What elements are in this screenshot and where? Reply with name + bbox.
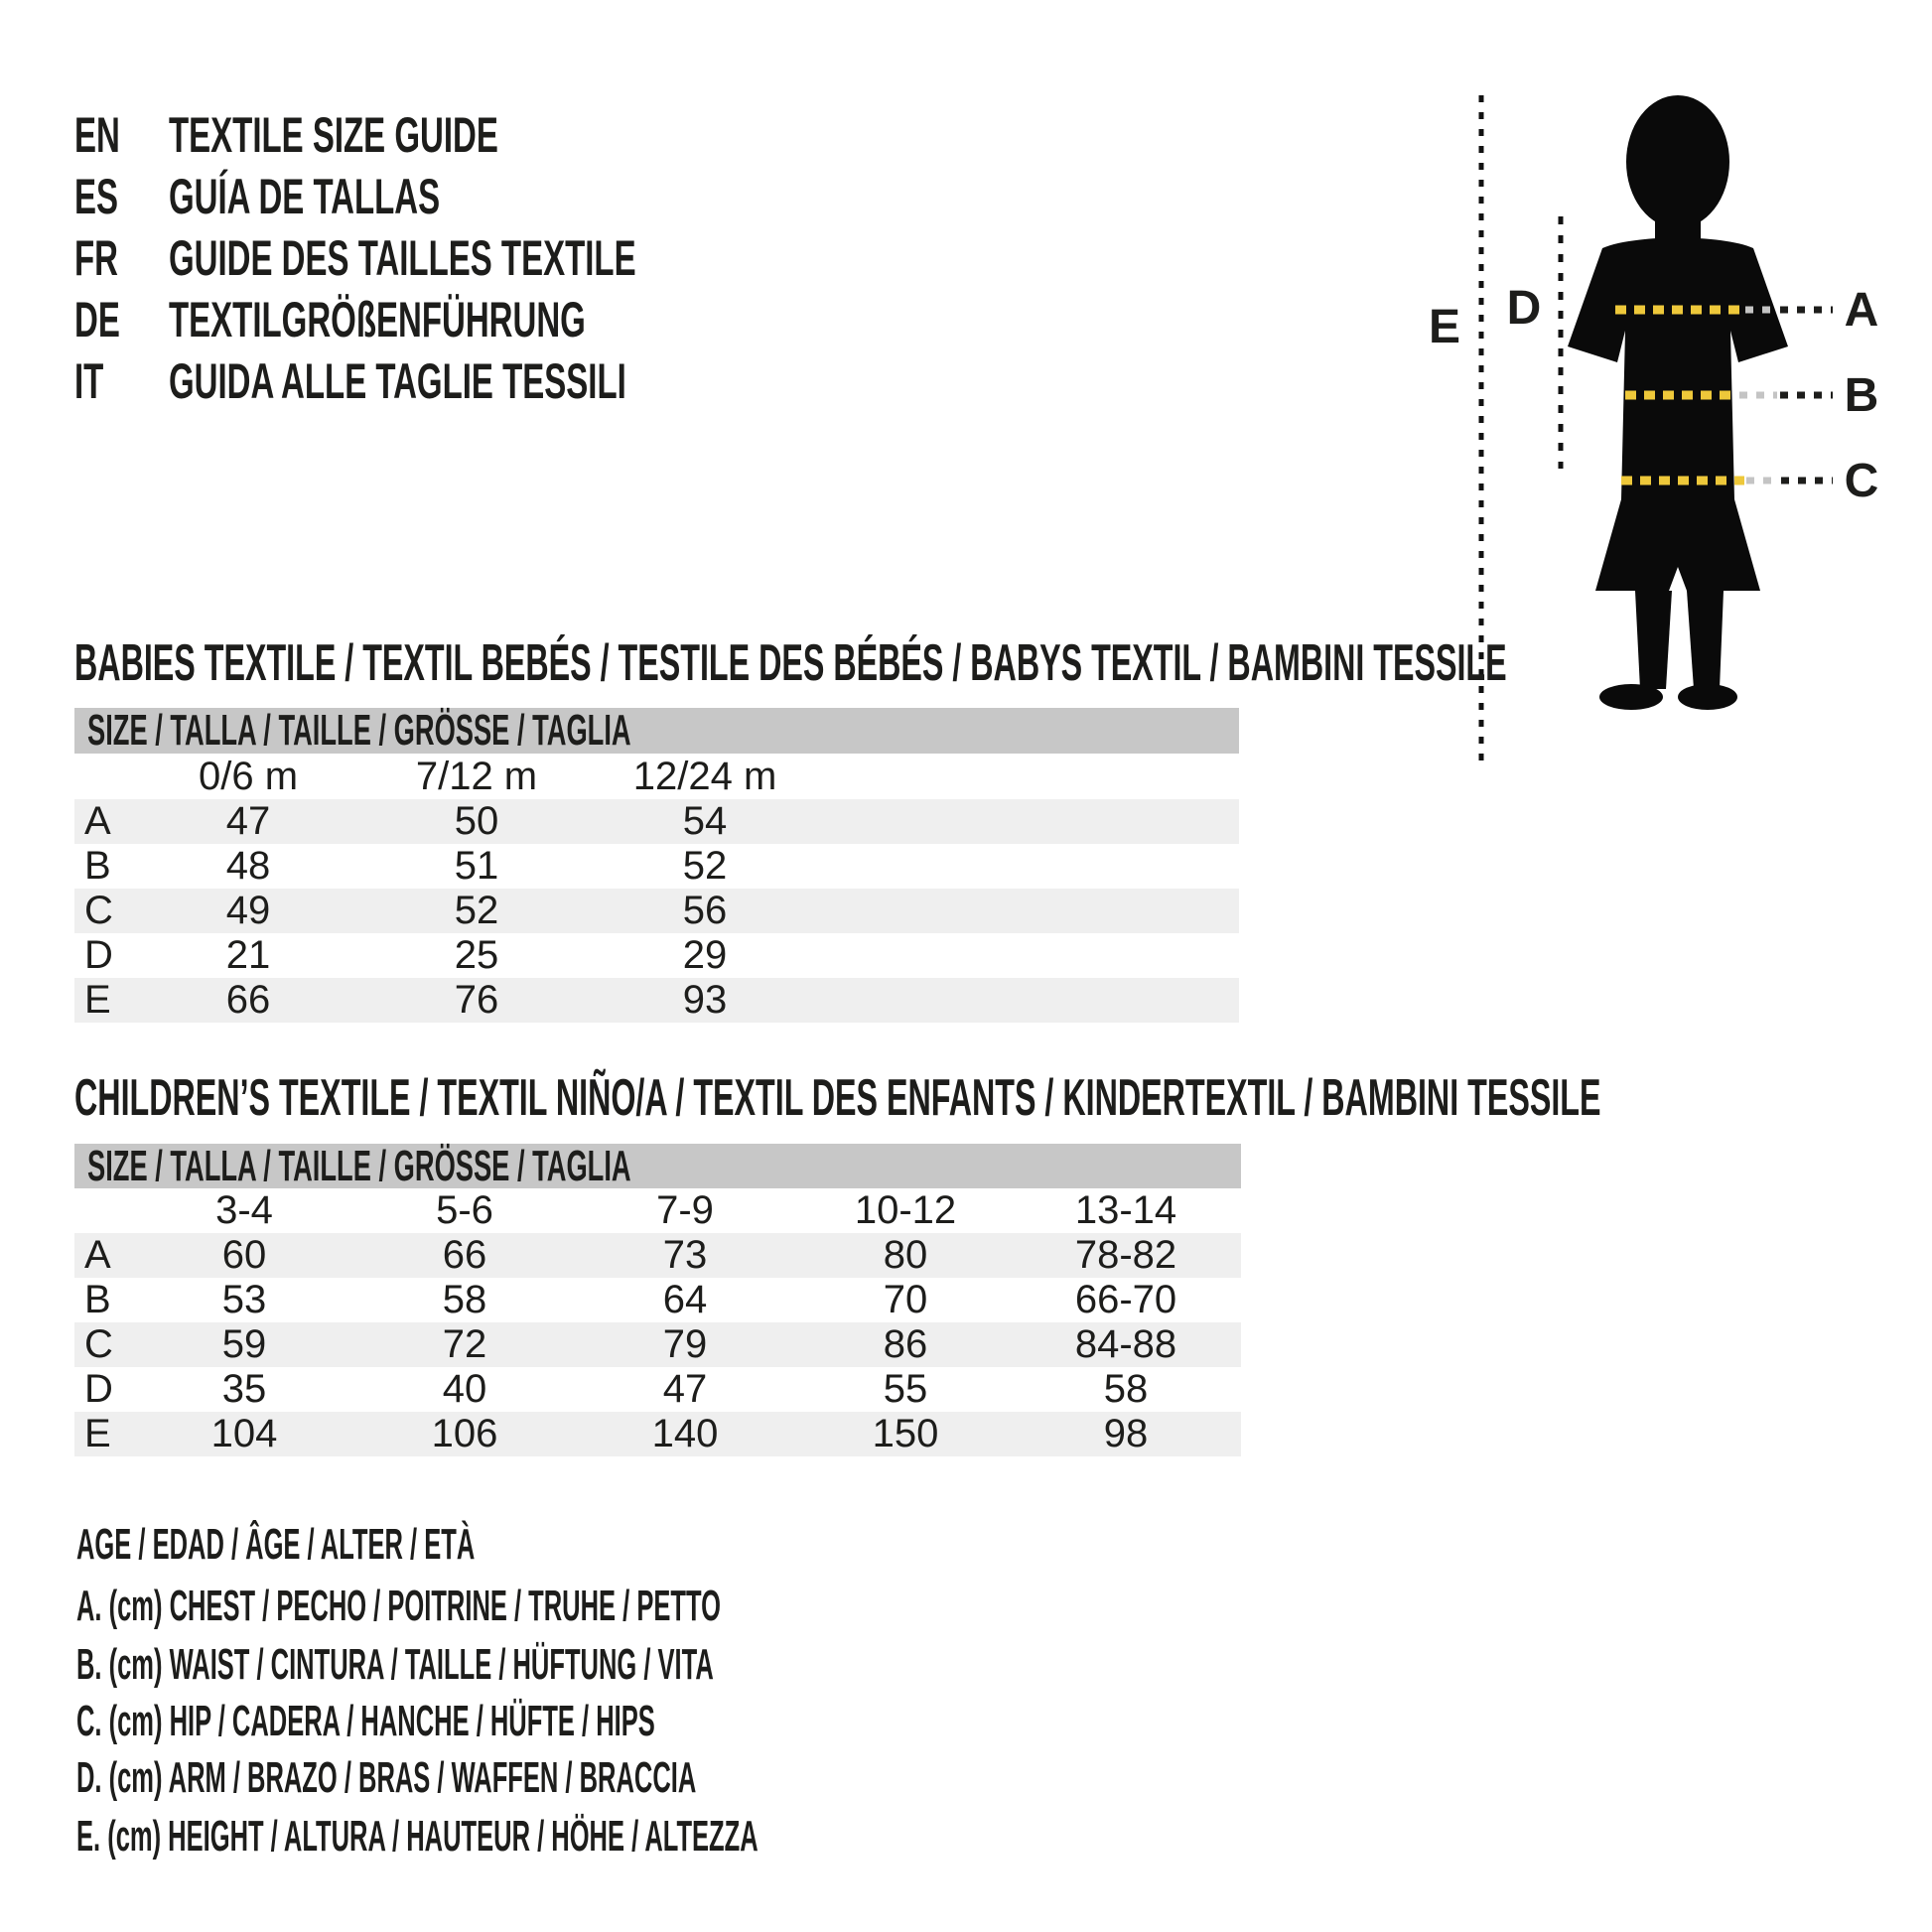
legend-height [76,1814,1252,1860]
table-cell: 150 [872,1412,939,1455]
table-cell: 50 [454,799,499,843]
legend-arm-text: D. (cm) ARM / BRAZO / BRAS / WAFFEN / BRACCIA [76,1753,697,1802]
legend-chest-text: A. (cm) CHEST / PECHO / POITRINE / TRUHE / PETTO [76,1582,721,1630]
table-cell: 78-82 [1074,1233,1177,1277]
table-cell: 60 [221,1233,267,1277]
table-cell: 98 [1103,1412,1149,1455]
table-cell [1236,1367,1241,1412]
children-size-header-bar [74,1144,1241,1188]
legend-age-text: AGE / EDAD / ÂGE / ALTER / ETÀ [76,1520,476,1569]
table-row [74,1233,1241,1278]
table-cell: 66 [442,1233,487,1277]
row-label: D [84,1367,113,1411]
table-cell [74,1188,134,1233]
table-row [74,844,1239,889]
table-cell [1236,1233,1241,1278]
children-size-header-text: SIZE / TALLA / TAILLE / GRÖSSE / TAGLIA [87,1142,631,1190]
babies-section-title [74,634,1932,692]
table-cell: 106 [431,1412,498,1455]
babies-size-header-text: SIZE / TALLA / TAILLE / GRÖSSE / TAGLIA [87,706,631,755]
legend-height-text: E. (cm) HEIGHT / ALTURA / HAUTEUR / HÖHE / ALTEZZA [76,1812,759,1861]
table-cell: 47 [662,1367,708,1411]
table-cell: 84-88 [1074,1322,1177,1366]
table-cell: 104 [210,1412,278,1455]
table-cell: 52 [454,889,499,932]
table-row [74,1322,1241,1367]
table-row [74,1367,1241,1412]
table-cell: 73 [662,1233,708,1277]
lang-code: DE [74,292,120,347]
table-cell: 47 [225,799,271,843]
column-header: 7/12 m [415,754,538,798]
guide-title-en: TEXTILE SIZE GUIDE [169,107,498,163]
table-cell: 25 [454,933,499,977]
measurement-figure [1370,60,1932,814]
table-cell: 93 [682,978,728,1022]
table-cell: 86 [883,1322,928,1366]
table-cell [1236,1412,1241,1456]
lang-code: FR [74,230,118,286]
table-cell: 66 [225,978,271,1022]
children-section-title [74,1069,1932,1127]
legend-waist-text: B. (cm) WAIST / CINTURA / TAILLE / HÜFTUNG / VITA [76,1640,714,1689]
table-cell: 21 [225,933,271,977]
measure-label-a: A [1844,284,1879,337]
table-row [74,889,1239,933]
row-label: E [84,978,111,1022]
table-cell: 76 [454,978,499,1022]
table-cell: 140 [651,1412,719,1455]
babies-column-header-row [74,754,1239,799]
table-row [74,933,1239,978]
guide-title-es: GUÍA DE TALLAS [169,169,441,224]
table-cell: 58 [442,1278,487,1321]
table-cell [819,978,1239,1023]
table-cell [819,799,1239,844]
table-cell: 66-70 [1074,1278,1177,1321]
row-label: D [84,933,113,977]
children-section-title-text: CHILDREN’S TEXTILE / TEXTIL NIÑO/A / TEXTIL DES ENFANTS / KINDERTEXTIL / BAMBINI TESSILE [74,1069,1601,1127]
measure-label-b: B [1844,369,1879,422]
lang-code: IT [74,353,104,409]
table-cell: 52 [682,844,728,888]
table-cell [1236,1278,1241,1322]
child-silhouette-icon [1568,95,1788,710]
table-cell: 29 [682,933,728,977]
table-cell: 80 [883,1233,928,1277]
table-cell: 72 [442,1322,487,1366]
measure-label-c: C [1844,455,1879,507]
table-cell: 51 [454,844,499,888]
table-cell [819,933,1239,978]
table-cell: 58 [1103,1367,1149,1411]
children-column-header-row [74,1188,1241,1233]
babies-size-header-bar [74,708,1239,754]
table-row [74,1412,1241,1456]
legend-age [76,1522,763,1568]
table-cell [74,754,134,799]
row-label: E [84,1412,111,1455]
lang-code: ES [74,169,119,224]
legend-waist [76,1642,1174,1688]
guide-title-fr: GUIDE DES TAILLES TEXTILE [169,230,636,286]
legend-arm [76,1755,1145,1801]
table-cell: 55 [883,1367,928,1411]
row-label: A [84,1233,111,1277]
column-header: 13-14 [1074,1188,1177,1232]
row-label: C [84,889,113,932]
table-cell: 79 [662,1322,708,1366]
table-cell [1236,1322,1241,1367]
table-cell: 64 [662,1278,708,1321]
table-cell: 35 [221,1367,267,1411]
column-header: 7-9 [656,1188,714,1232]
table-cell: 56 [682,889,728,932]
babies-size-table [74,754,1239,1023]
measure-label-d: D [1506,282,1542,335]
table-cell: 70 [883,1278,928,1321]
table-cell [819,754,1239,799]
table-cell [819,889,1239,933]
column-header: 3-4 [215,1188,273,1232]
table-cell: 59 [221,1322,267,1366]
legend-hip-text: C. (cm) HIP / CADERA / HANCHE / HÜFTE / HIPS [76,1697,655,1745]
table-cell: 49 [225,889,271,932]
column-header: 0/6 m [198,754,299,798]
column-header: 12/24 m [632,754,777,798]
table-cell [1236,1188,1241,1233]
table-cell: 40 [442,1367,487,1411]
table-row [74,1278,1241,1322]
lang-code: EN [74,107,120,163]
table-cell: 48 [225,844,271,888]
row-label: A [84,799,111,843]
table-cell [819,844,1239,889]
guide-title-it: GUIDA ALLE TAGLIE TESSILI [169,353,626,409]
column-header: 10-12 [854,1188,957,1232]
guide-title-de: TEXTILGRÖßENFÜHRUNG [169,292,586,347]
legend-hip [76,1699,1074,1744]
column-header: 5-6 [436,1188,493,1232]
table-row [74,978,1239,1023]
legend-chest [76,1584,1187,1629]
babies-section-title-text: BABIES TEXTILE / TEXTIL BEBÉS / TESTILE DES BÉBÉS / BABYS TEXTIL / BAMBINI TESSILE [74,634,1507,692]
row-label: B [84,844,111,888]
table-row [74,799,1239,844]
table-cell: 54 [682,799,728,843]
row-label: B [84,1278,111,1321]
table-cell: 53 [221,1278,267,1321]
row-label: C [84,1322,113,1366]
measure-label-e: E [1428,301,1461,353]
children-size-table [74,1188,1241,1456]
